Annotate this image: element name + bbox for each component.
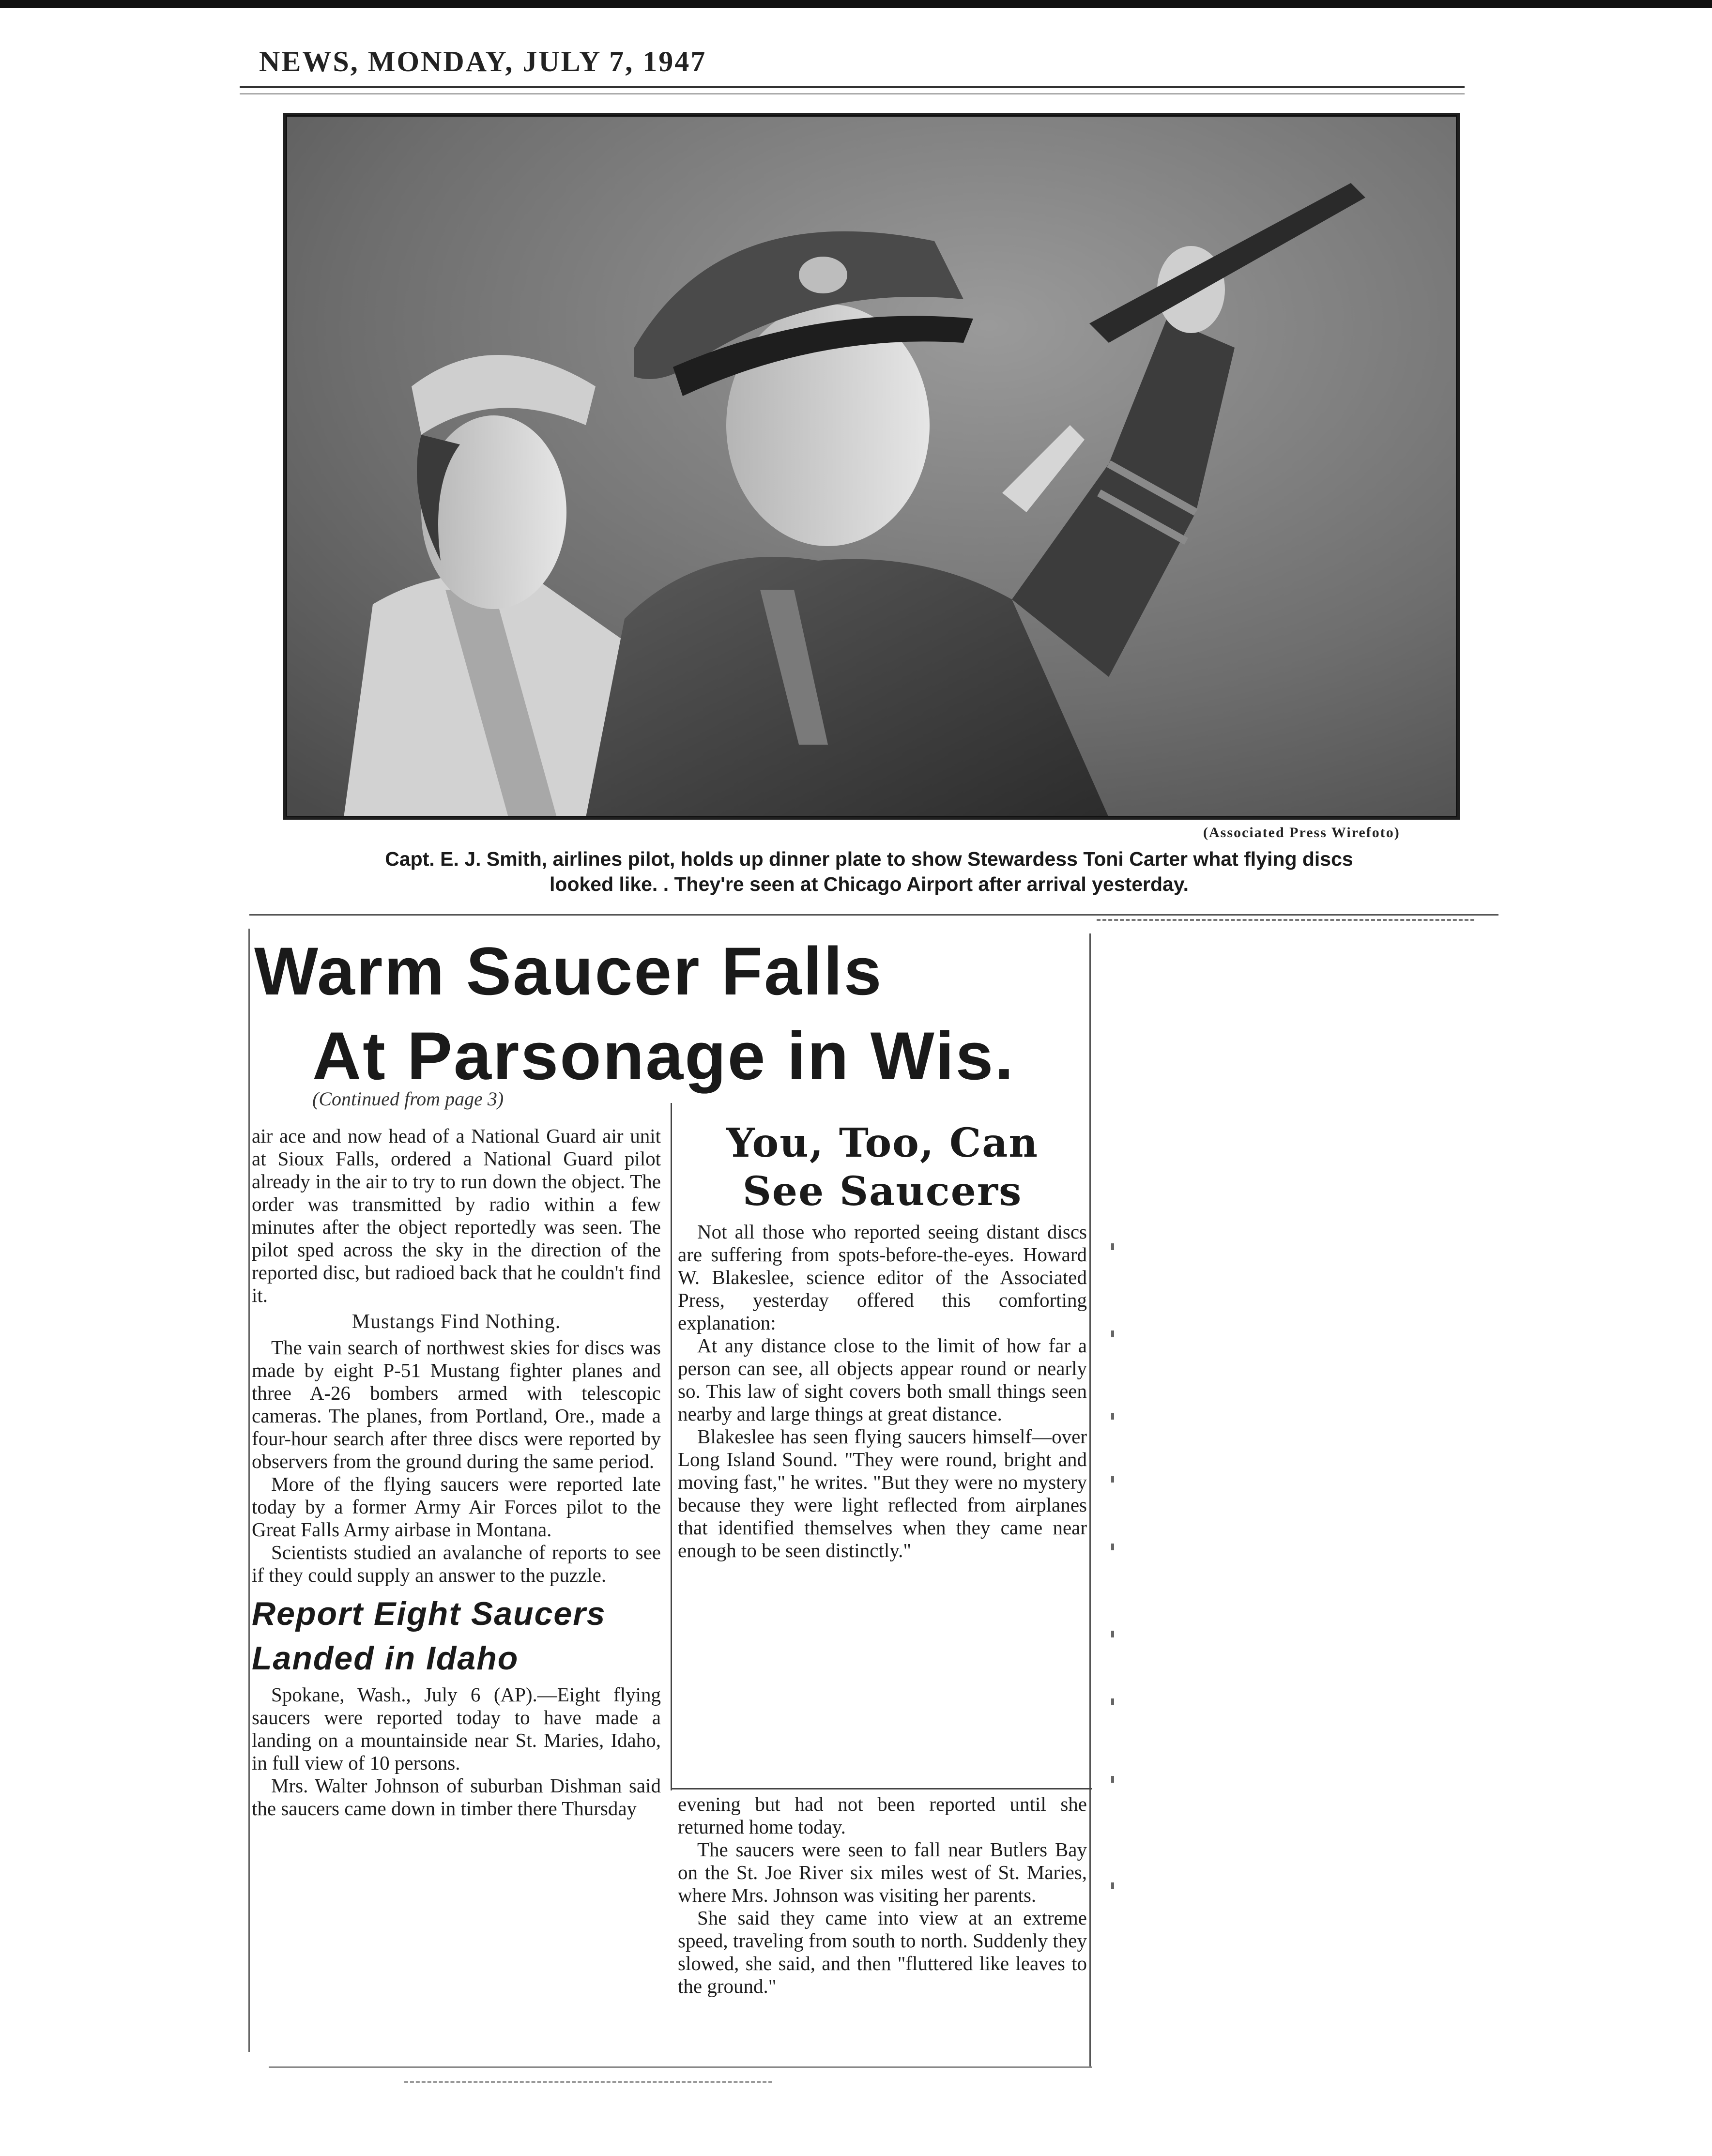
paragraph: At any distance close to the limit of how far a person can see, all objects appear round or nearly so. This law of sight covers both small things seen nearby and large things at great distance.: [678, 1334, 1087, 1425]
paragraph: The saucers were seen to fall near Butlers Bay on the St. Joe River six miles west of St. Maries, where Mrs. Johnson was visiting her parents.: [678, 1838, 1087, 1906]
box-headline: [678, 1119, 1087, 1216]
caption-line-2: looked like. . They're seen at Chicago Airport after arrival yesterday.: [550, 873, 1189, 895]
paragraph: The vain search of northwest skies for discs was made by eight P-51 Mustang fighter planes and three A-26 bombers armed with telescopic cameras. The planes, from Portland, Ore., made a four-hour search after three discs were reported by observers from the ground during the same period.: [252, 1336, 661, 1472]
headline-line-2: At Parsonage in Wis.: [312, 1018, 1015, 1094]
paragraph: Spokane, Wash., July 6 (AP).—Eight flying saucers were reported today to have made a landing on a mountainside near St. Maries, Idaho, in full view of 10 persons.: [252, 1683, 661, 1774]
paragraph: She said they came into view at an extreme speed, traveling from south to north. Suddenly they slowed, she said, and then "fluttered like leaves to the ground.": [678, 1907, 1087, 1997]
main-headline: [254, 929, 1087, 1098]
bottom-rule: [269, 2066, 1092, 2068]
report-headline: [252, 1591, 661, 1681]
masthead-dateline: NEWS, MONDAY, JULY 7, 1947: [259, 46, 707, 77]
report-headline-line-2: Landed in Idaho: [252, 1640, 519, 1677]
paragraph: evening but had not been reported until she returned home today.: [678, 1793, 1087, 1838]
column-rule-right: [1089, 933, 1091, 2066]
column-rule-left: [248, 929, 250, 2052]
caption-line-1: Capt. E. J. Smith, airlines pilot, holds up dinner plate to show Stewardess Toni Carter what flying discs: [385, 848, 1353, 870]
box-headline-line-1: You, Too, Can: [726, 1120, 1039, 1166]
hat-badge: [799, 257, 847, 293]
continued-note: (Continued from page 3): [312, 1088, 504, 1110]
photo-illustration: [286, 115, 1457, 817]
paragraph: air ace and now head of a National Guard air unit at Sioux Falls, ordered a National Guard pilot already in the air to try to run down the object. The order was transmitted by radio within a few minutes after the object reportedly was seen. The pilot sped across the sky in the direction of the reported disc, but radioed back that he couldn't find it.: [252, 1125, 661, 1306]
paragraph: Not all those who reported seeing distant discs are suffering from spots-before-the-eyes. Howard W. Blakeslee, science editor of the Associated Press, yesterday offered this comforting explanation:: [678, 1221, 1087, 1334]
news-photo: [283, 113, 1460, 820]
dashed-rule-right: [1097, 919, 1474, 923]
masthead-rule-thin: [240, 93, 1465, 94]
sidebar-box: [678, 1115, 1087, 1562]
right-continuation: [678, 1793, 1087, 1998]
photo-credit: (Associated Press Wirefoto): [1203, 825, 1400, 841]
photo-caption: [266, 846, 1472, 897]
box-border-left: [671, 1103, 672, 1790]
headline-line-1: Warm Saucer Falls: [254, 933, 883, 1009]
paragraph: Scientists studied an avalanche of reports to see if they could supply an answer to the puzzle.: [252, 1541, 661, 1586]
subhead-mustangs: Mustangs Find Nothing.: [352, 1311, 561, 1333]
box-headline-line-2: See Saucers: [742, 1168, 1023, 1215]
left-column: [252, 1125, 661, 1820]
bottom-dashed-rule: [404, 2081, 772, 2085]
paragraph: Mrs. Walter Johnson of suburban Dishman said the saucers came down in timber there Thursday: [252, 1774, 661, 1820]
masthead-rule: [240, 86, 1465, 88]
caption-rule: [249, 914, 1498, 916]
paragraph: Blakeslee has seen flying saucers himself—over Long Island Sound. "They were round, bright and moving fast," he writes. "But they were no mystery because they were light reflected from airplanes that identified themselves when they came near enough to be seen distinctly.": [678, 1425, 1087, 1561]
paragraph: More of the flying saucers were reported late today by a former Army Air Forces pilot to the Great Falls Army airbase in Montana.: [252, 1473, 661, 1541]
newspaper-clipping: [240, 18, 1472, 2071]
scan-top-border: [0, 0, 1712, 8]
report-headline-line-1: Report Eight Saucers: [252, 1595, 606, 1632]
box-border-bottom: [671, 1788, 1092, 1789]
scan-specks: [1106, 1205, 1126, 1979]
